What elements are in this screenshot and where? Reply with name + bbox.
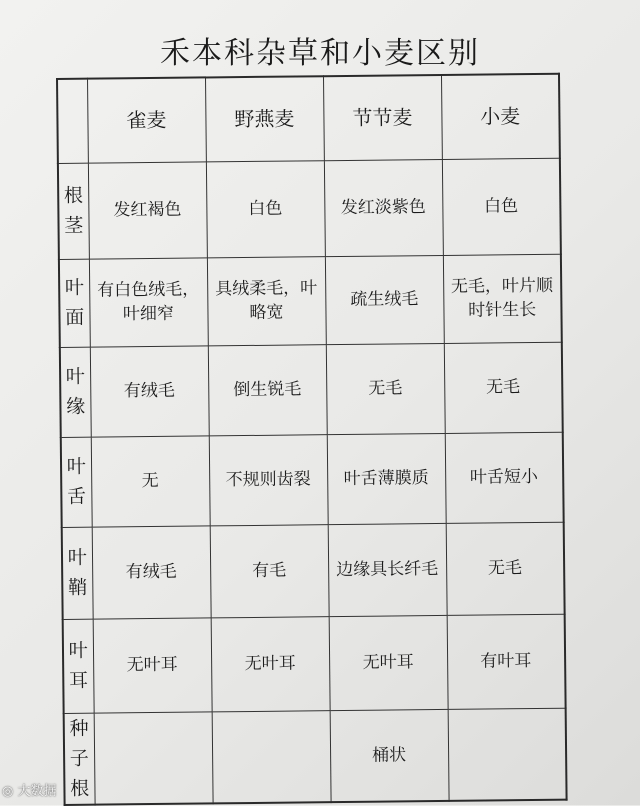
row-label-char: 叶 xyxy=(64,276,85,299)
header-cell-quemai: 雀麦 xyxy=(87,77,206,162)
document-title: 禾本科杂草和小麦区别 xyxy=(160,36,480,71)
table-header-row xyxy=(57,74,560,163)
row-label-char: 面 xyxy=(65,306,85,329)
table-cell: 白色 xyxy=(442,158,561,255)
table-cell xyxy=(448,708,567,801)
table-row xyxy=(58,158,561,259)
table-cell: 有白色绒毛， 叶细窄 xyxy=(89,257,208,346)
table-row xyxy=(61,432,564,527)
table-cell: 发红淡紫色 xyxy=(324,159,443,256)
row-label-char: 舌 xyxy=(67,485,87,508)
header-cell-xiaomai: 小麦 xyxy=(441,74,560,159)
table-cell: 边缘具长纤毛 xyxy=(328,523,447,616)
watermark-logo xyxy=(2,780,57,799)
row-label-leaf-sheath xyxy=(62,527,93,619)
table-row xyxy=(62,522,565,619)
row-label-char: 根 xyxy=(70,777,90,800)
table-row xyxy=(63,614,566,713)
row-label-char: 茎 xyxy=(64,214,84,237)
table-row xyxy=(59,254,562,347)
row-label-char: 种 xyxy=(69,717,89,740)
table-cell: 无叶耳 xyxy=(329,615,448,710)
row-label-char: 叶 xyxy=(65,365,85,388)
table-cell: 发红褐色 xyxy=(88,161,207,258)
table-row xyxy=(64,708,567,805)
table-cell: 无毛 xyxy=(326,343,445,434)
row-label-leaf-edge xyxy=(60,347,91,437)
table-cell: 无毛 xyxy=(446,522,565,615)
table-cell: 桶状 xyxy=(330,709,449,802)
header-corner-cell xyxy=(57,79,88,163)
table-cell: 无叶耳 xyxy=(93,617,212,712)
table-cell: 具绒柔毛，叶 略宽 xyxy=(207,256,326,345)
table-cell: 叶舌短小 xyxy=(445,432,564,523)
watermark-text: 大数据 xyxy=(17,784,57,799)
row-label-ligule xyxy=(61,437,92,527)
header-cell-jiejiemai: 节节麦 xyxy=(323,75,442,160)
row-label-root-stem xyxy=(58,163,89,259)
table-cell: 无毛 xyxy=(444,342,563,433)
table-cell: 叶舌薄膜质 xyxy=(327,433,446,524)
table-cell: 无叶耳 xyxy=(211,616,330,711)
table-cell xyxy=(94,711,213,804)
table-cell: 倒生锐毛 xyxy=(208,344,327,435)
row-label-char: 根 xyxy=(63,184,84,207)
table-cell: 无毛，叶片顺 时针生长 xyxy=(443,254,562,343)
table-cell: 疏生绒毛 xyxy=(325,255,444,344)
table-cell: 无 xyxy=(91,435,210,526)
header-cell-yeyanmai: 野燕麦 xyxy=(205,76,324,161)
row-label-char: 耳 xyxy=(68,669,89,692)
table-cell: 白色 xyxy=(206,160,325,257)
row-label-char: 叶 xyxy=(68,639,88,662)
table-cell: 不规则齿裂 xyxy=(209,434,328,525)
table-cell: 有绒毛 xyxy=(90,345,209,436)
row-label-char: 缘 xyxy=(66,395,86,418)
row-label-seed-root xyxy=(64,713,95,805)
row-label-leaf-surface xyxy=(59,259,90,347)
table-cell: 有毛 xyxy=(210,524,329,617)
row-label-auricle xyxy=(63,619,94,713)
table-row xyxy=(60,342,563,437)
comparison-table xyxy=(56,73,568,806)
row-label-char: 子 xyxy=(69,747,89,770)
row-label-char: 叶 xyxy=(66,455,86,478)
table-cell: 有绒毛 xyxy=(92,525,211,618)
table-cell xyxy=(212,710,331,803)
row-label-char: 鞘 xyxy=(67,576,88,599)
row-label-char: 叶 xyxy=(67,546,87,569)
table-cell: 有叶耳 xyxy=(447,614,566,709)
comparison-table-wrapper xyxy=(56,73,568,806)
logo-icon: ◎ xyxy=(2,784,14,799)
